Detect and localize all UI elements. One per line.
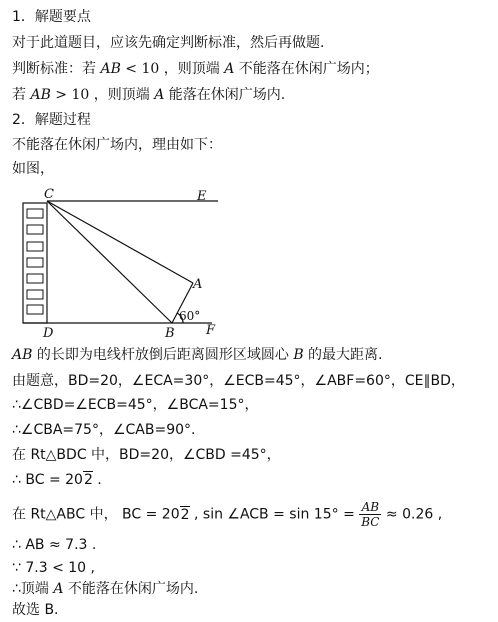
text: 的最大距离. [303, 347, 383, 363]
proof-line: 由题意，BD=20，∠ECA=30°，∠ECB=45°，∠ABF=60°，CE∥BD， [12, 373, 465, 389]
text-line: 对于此道题目，应该先确定判断标准，然后再做题. [12, 35, 325, 51]
text: ∴顶端 [12, 581, 54, 597]
proof-line: 在 Rt△BDC 中，BD=20，∠CBD =45°， [12, 447, 281, 463]
proof-line [12, 346, 383, 364]
text: . [92, 472, 102, 488]
math-var: AB [100, 61, 121, 77]
text: , sin ∠ACB = sin 15° = [189, 506, 360, 523]
text-line: 不能落在休闲广场内，理由如下： [12, 137, 222, 153]
label-b: B [165, 326, 175, 341]
section-2-title: 2．解题过程 [12, 112, 91, 128]
text: 不能落在休闲广场内. [63, 581, 199, 597]
proof-line [12, 580, 198, 598]
sqrt-radicand: 2 [180, 506, 190, 523]
text-line: 如图， [12, 161, 54, 177]
window-icon [27, 258, 43, 267]
line-cb [47, 201, 172, 323]
proof-line: 故选 B. [12, 602, 59, 618]
label-c: C [44, 187, 54, 202]
text: 判断标准：若 [12, 61, 101, 77]
text: 能落在休闲广场内. [164, 87, 286, 103]
text: 若 [12, 87, 31, 103]
label-d: D [43, 326, 54, 341]
text: 不能落在休闲广场内； [234, 61, 379, 77]
window-icon [27, 242, 43, 251]
window-icon [27, 305, 43, 314]
label-a: A [193, 277, 203, 292]
math-var: AB [30, 87, 51, 103]
window-icon [27, 209, 43, 218]
window-icon [27, 290, 43, 299]
math-var: A [224, 61, 235, 77]
proof-line [12, 471, 102, 489]
proof-line: ∵ 7.3 < 10 , [12, 560, 95, 576]
label-e: E [197, 189, 207, 204]
proof-line: ∴ AB ≈ 7.3 . [12, 537, 97, 553]
section-1-title: 1．解题要点 [12, 9, 91, 25]
math-var: AB [12, 347, 33, 363]
line-ca [47, 201, 193, 283]
math-var: A [53, 581, 64, 597]
text: ∴ BC = 20 [12, 472, 83, 488]
sqrt-radicand: 2 [83, 472, 93, 488]
window-icon [27, 225, 43, 234]
proof-line: ∴∠CBA=75°，∠CAB=90°. [12, 422, 196, 438]
math-var: B [293, 347, 304, 363]
angle-label: 60° [179, 309, 201, 323]
text: ≈ 0.26 , [381, 506, 443, 523]
text: > 10 ，则顶端 [50, 87, 155, 103]
text: 在 Rt△ABC 中， BC = 20 [12, 506, 180, 523]
proof-line [12, 500, 442, 529]
fraction [359, 500, 381, 529]
math-var: A [154, 87, 165, 103]
proof-line: ∴∠CBD=∠ECB=45°，∠BCA=15°， [12, 397, 259, 413]
fraction-denominator: BC [361, 515, 380, 529]
window-icon [27, 274, 43, 283]
fraction-numerator: AB [359, 500, 381, 515]
building [23, 203, 47, 323]
text: 的长即为电线杆放倒后距离圆形区域圆心 [32, 347, 294, 363]
text: < 10 ，则顶端 [120, 61, 225, 77]
label-f: F [206, 323, 216, 338]
